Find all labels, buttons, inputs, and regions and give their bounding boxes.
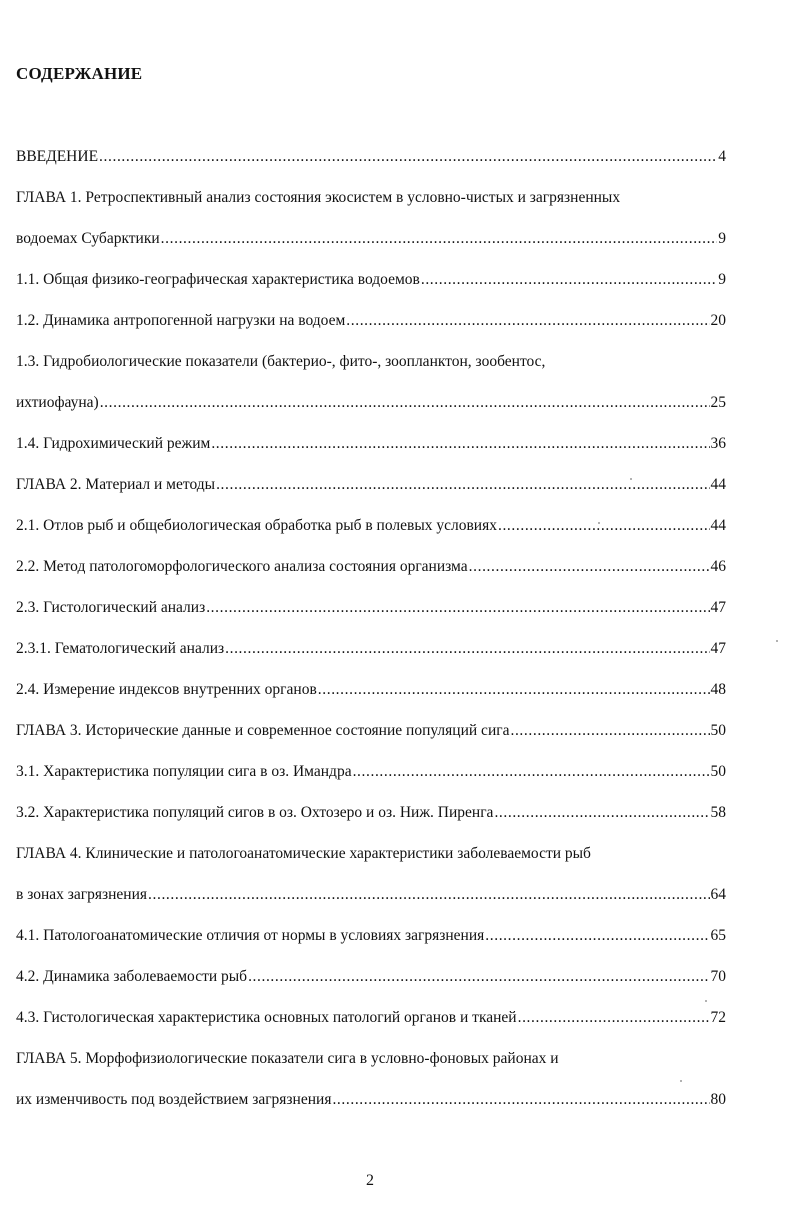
toc-entry: [16, 228, 726, 269]
toc-entry-text: 4.1. Патологоанатомические отличия от нормы в условиях загрязнения: [16, 927, 485, 944]
toc-entry-page: 46: [710, 558, 726, 575]
toc-entry-text: водоемах Субарктики: [16, 230, 160, 247]
page-number: 2: [366, 1172, 374, 1189]
toc-entry-text: ихтиофауна): [16, 394, 99, 411]
toc-entry-text: 1.2. Динамика антропогенной нагрузки на водоем: [16, 312, 346, 329]
toc-entry-text: 3.1. Характеристика популяции сига в оз. Имандра: [16, 763, 352, 780]
toc-entry-page: 20: [710, 312, 726, 329]
scan-speck: [630, 478, 632, 480]
toc-dot-leader: [421, 269, 717, 291]
toc-entry: [16, 638, 726, 679]
toc-dot-leader: [494, 802, 709, 824]
toc-entry-page: 58: [710, 804, 726, 821]
scan-speck: [705, 1000, 707, 1002]
toc-entry: [16, 966, 726, 1007]
toc-entry: [16, 187, 726, 228]
toc-entry: [16, 392, 726, 433]
toc-entry-text: 4.2. Динамика заболеваемости рыб: [16, 968, 248, 985]
toc-entry: [16, 146, 726, 187]
toc-entry: [16, 474, 726, 515]
toc-entry: [16, 720, 726, 761]
toc-entry: [16, 310, 726, 351]
toc-entry-page: 64: [710, 886, 726, 903]
toc-entry: [16, 433, 726, 474]
toc-entry-text: ГЛАВА 1. Ретроспективный анализ состояния экосистем в условно-чистых и загрязненных: [16, 189, 621, 206]
toc-entry-page: 72: [710, 1009, 726, 1026]
toc-entry-text: ГЛАВА 3. Исторические данные и современное состояние популяций сига: [16, 722, 510, 739]
table-of-contents: [16, 146, 726, 1130]
toc-dot-leader: [346, 310, 709, 332]
toc-entry-text: 1.4. Гидрохимический режим: [16, 435, 211, 452]
toc-entry-text: 3.2. Характеристика популяций сигов в оз. Охтозеро и оз. Ниж. Пиренга: [16, 804, 494, 821]
toc-entry-page: 48: [710, 681, 726, 698]
toc-entry: [16, 1007, 726, 1048]
toc-entry: [16, 1048, 726, 1089]
toc-entry-text: 2.3.1. Гематологический анализ: [16, 640, 225, 657]
toc-entry-page: 50: [710, 763, 726, 780]
toc-entry-page: 47: [710, 599, 726, 616]
toc-dot-leader: [518, 1007, 710, 1029]
toc-entry: [16, 679, 726, 720]
toc-entry-text: 2.2. Метод патологоморфологического анализа состояния организма: [16, 558, 468, 575]
toc-dot-leader: [161, 228, 718, 250]
toc-entry: [16, 515, 726, 556]
scan-speck: [776, 640, 778, 642]
toc-entry-text: ГЛАВА 4. Клинические и патологоанатомические характеристики заболеваемости рыб: [16, 845, 591, 862]
toc-entry: [16, 761, 726, 802]
toc-dot-leader: [216, 474, 709, 496]
toc-entry-text: 2.4. Измерение индексов внутренних органов: [16, 681, 317, 698]
toc-entry: [16, 269, 726, 310]
scan-speck: [680, 1080, 682, 1082]
toc-entry-text: ГЛАВА 2. Материал и методы: [16, 476, 216, 493]
toc-dot-leader: [225, 638, 709, 660]
toc-dot-leader: [498, 515, 710, 537]
toc-entry-text: 2.1. Отлов рыб и общебиологическая обработка рыб в полевых условиях: [16, 517, 497, 534]
toc-entry-page: 80: [710, 1091, 726, 1108]
toc-dot-leader: [100, 392, 710, 414]
page-title: СОДЕРЖАНИЕ: [16, 64, 143, 83]
toc-entry: [16, 597, 726, 638]
toc-dot-leader: [318, 679, 710, 701]
scan-speck: [598, 522, 600, 524]
toc-entry-page: 65: [710, 927, 726, 944]
toc-dot-leader: [469, 556, 710, 578]
toc-dot-leader: [99, 146, 717, 168]
toc-entry: [16, 1089, 726, 1130]
toc-entry-page: 47: [710, 640, 726, 657]
toc-entry-text: ВВЕДЕНИЕ: [16, 148, 99, 165]
toc-entry-page: 9: [718, 230, 726, 247]
toc-entry-page: 9: [718, 271, 726, 288]
toc-entry-page: 36: [710, 435, 726, 452]
toc-dot-leader: [148, 884, 709, 906]
toc-entry: [16, 351, 726, 392]
toc-entry: [16, 802, 726, 843]
toc-dot-leader: [332, 1089, 709, 1111]
toc-dot-leader: [510, 720, 709, 742]
toc-dot-leader: [248, 966, 709, 988]
toc-entry-page: 44: [710, 476, 726, 493]
toc-entry-page: 25: [710, 394, 726, 411]
toc-dot-leader: [211, 433, 709, 455]
toc-entry-text: 2.3. Гистологический анализ: [16, 599, 206, 616]
toc-entry: [16, 556, 726, 597]
toc-entry: [16, 884, 726, 925]
toc-dot-leader: [206, 597, 709, 619]
toc-dot-leader: [353, 761, 710, 783]
toc-entry-page: 50: [710, 722, 726, 739]
toc-entry-page: 44: [710, 517, 726, 534]
toc-entry-text: ГЛАВА 5. Морфофизиологические показатели сига в условно-фоновых районах и: [16, 1050, 559, 1067]
toc-entry-page: 70: [710, 968, 726, 985]
toc-entry-text: в зонах загрязнения: [16, 886, 148, 903]
toc-entry-page: 4: [718, 148, 726, 165]
toc-entry-text: 1.3. Гидробиологические показатели (бактерио-, фито-, зоопланктон, зообентос,: [16, 353, 546, 370]
toc-entry: [16, 843, 726, 884]
toc-entry-text: их изменчивость под воздействием загрязнения: [16, 1091, 332, 1108]
toc-entry: [16, 925, 726, 966]
toc-entry-text: 1.1. Общая физико-географическая характеристика водоемов: [16, 271, 420, 288]
toc-entry-text: 4.3. Гистологическая характеристика основных патологий органов и тканей: [16, 1009, 517, 1026]
toc-dot-leader: [485, 925, 709, 947]
